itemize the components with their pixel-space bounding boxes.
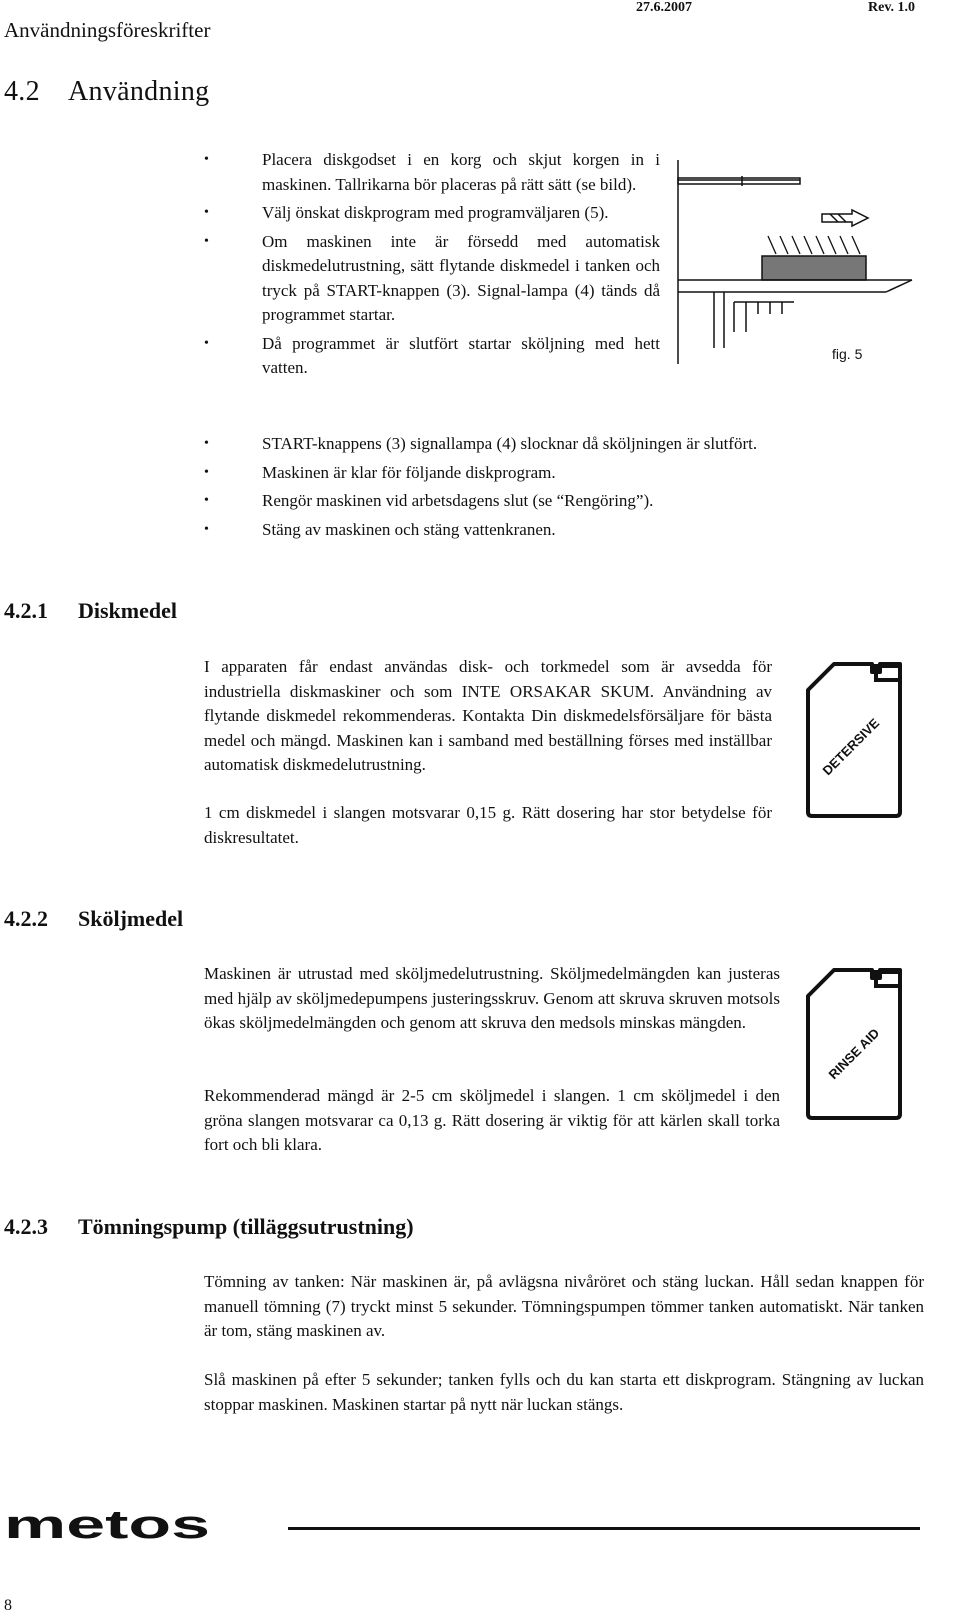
list-item: • START-knappens (3) signallampa (4) slocknar då sköljningen är slutfört. [204,432,924,457]
page-number: 8 [4,1597,12,1614]
usage-steps-list-wrapped [204,148,660,385]
section-heading-4-2 [4,76,209,108]
section-number: 4.2.2 [4,906,48,931]
list-item: • Stäng av maskinen och stäng vattenkranen. [204,518,924,543]
drain-pump-paragraph-2: Slå maskinen på efter 5 sekunder; tanken fylls och du kan starta ett diskprogram. Stängning av luckan stoppar maskinen. Maskinen startar på nytt när luckan stängs. [204,1370,924,1414]
list-item: • Placera diskgodset i en korg och skjut korgen in i maskinen. Tallrikarna bör placeras på rätt sätt (se bild). [204,148,660,197]
rinse-aid-paragraph-2: Rekommenderad mängd är 2-5 cm sköljmedel i slangen. 1 cm sköljmedel i den gröna slangen motsvarar ca 0,13 g. Rätt dosering är viktig för att kärlen skall torka fort och bli klara. [204,1086,780,1154]
list-item: • Om maskinen inte är försedd med automatisk diskmedelutrustning, sätt flytande diskmedel i tanken och tryck på START-knappen (3). Signal-lampa (4) tänds då programmet startar. [204,230,660,328]
detergent-paragraph-2: 1 cm diskmedel i slangen motsvarar 0,15 g. Rätt dosering har stor betydelse för diskresultatet. [204,803,772,847]
metos-logo [4,1508,214,1542]
list-item: • Rengör maskinen vid arbetsdagens slut (se “Rengöring”). [204,489,924,514]
list-item: • Maskinen är klar för följande diskprogram. [204,461,924,486]
figure-label: fig. 5 [832,346,863,362]
section-heading-4-2-3 [4,1214,414,1240]
section-title: Tömningspump (tilläggsutrustning) [78,1214,414,1239]
rinse-aid-canister-illustration [800,966,910,1126]
section-title: Användning [68,76,210,107]
dishwasher-rack-illustration [672,152,922,368]
rinse-aid-paragraph-1: Maskinen är utrustad med sköljmedelutrustning. Sköljmedelmängden kan justeras med hjälp av sköljmedepumpens justeringsskruv. Genom att skruva skruven motsols ökas sköljmedelmängden och genom att skruva den medsols minskas mängden. [204,964,780,1032]
detergent-canister-illustration [800,660,910,820]
document-date: 27.6.2007 [636,0,692,15]
drain-pump-paragraph-1: Tömning av tanken: När maskinen är, på avlägsna nivåröret och stäng luckan. Håll sedan knappen för manuell tömning (7) tryckt minst 5 sekunder. Tömningspumpen tömmer tanken automatiskt. När tanken är tom, stäng maskinen av. [204,1272,924,1340]
canister-label: RINSE AID [825,1025,883,1083]
document-revision: Rev. 1.0 [868,0,916,15]
section-title: Sköljmedel [78,906,184,931]
section-number: 4.2.1 [4,598,48,623]
section-title: Diskmedel [78,598,177,623]
detergent-paragraph-1: I apparaten får endast användas disk- och torkmedel som är avsedda för industriella diskmaskiner och som INTE ORSAKAR SKUM. Användning av flytande diskmedel rekommenderas. Kontakta Din diskmedelsförsäljare för bästa medel och mängd. Maskinen kan i samband med beställning förses med inställbar automatisk diskmedelutrustning. [204,657,772,774]
list-item: • Välj önskat diskprogram med programväljaren (5). [204,201,660,226]
footer-rule [288,1527,920,1530]
canister-label: DETERSIVE [819,715,883,779]
section-number: 4.2 [4,76,40,107]
document-header-title: Användningsföreskrifter [4,18,211,42]
section-heading-4-2-1 [4,598,177,624]
usage-steps-list-full [204,432,924,546]
svg-text:metos: metos [4,1508,210,1542]
section-heading-4-2-2 [4,906,183,932]
section-number: 4.2.3 [4,1214,48,1239]
list-item: • Då programmet är slutfört startar sköljning med hett vatten. [204,332,660,381]
